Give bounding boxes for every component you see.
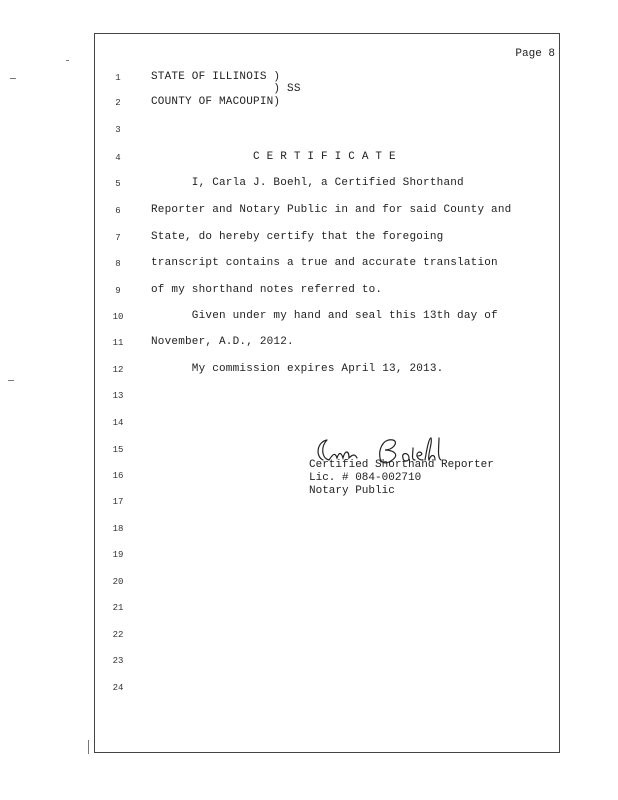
line-number: 21 — [112, 603, 124, 613]
line-number: 1 — [115, 73, 121, 83]
line-number: 14 — [112, 418, 124, 428]
line-number: 23 — [112, 656, 124, 666]
line-number: 3 — [115, 125, 121, 135]
line-number: 20 — [112, 577, 124, 587]
line-text: State, do hereby certify that the foregoing — [151, 231, 444, 243]
line-number: 22 — [112, 630, 124, 640]
line-number: 7 — [115, 233, 121, 243]
line-number: 6 — [115, 206, 121, 216]
line-number: 9 — [115, 286, 121, 296]
line-text: STATE OF ILLINOIS ) — [151, 71, 281, 83]
line-number: 19 — [112, 550, 124, 560]
page-number: Page 8 — [515, 48, 555, 60]
notary-title: Notary Public — [309, 485, 395, 497]
line-number: 15 — [112, 445, 124, 455]
line-text: COUNTY OF MACOUPIN) — [151, 96, 281, 108]
line-text: I, Carla J. Boehl, a Certified Shorthand — [151, 177, 464, 189]
line-number: 18 — [112, 524, 124, 534]
line-number: 11 — [112, 338, 124, 348]
line-number: 10 — [112, 312, 124, 322]
scan-speck — [10, 78, 16, 79]
scan-speck — [88, 740, 89, 754]
line-text: of my shorthand notes referred to. — [151, 284, 383, 296]
transcript-page — [94, 33, 560, 753]
line-number: 12 — [112, 365, 124, 375]
line-number: 17 — [112, 497, 124, 507]
line-number: 16 — [112, 471, 124, 481]
line-number: 13 — [112, 391, 124, 401]
reporter-title: Certified Shorthand Reporter — [309, 459, 494, 471]
certificate-heading: C E R T I F I C A T E — [151, 151, 396, 163]
line-number: 2 — [115, 98, 121, 108]
license-number: Lic. # 084-002710 — [309, 472, 422, 484]
line-text: My commission expires April 13, 2013. — [151, 363, 444, 375]
line-text: Reporter and Notary Public in and for said County and — [151, 204, 512, 216]
scan-speck — [8, 380, 14, 381]
line-number: 24 — [112, 683, 124, 693]
scan-speck — [66, 60, 69, 61]
line-number: 5 — [115, 179, 121, 189]
line-number: 4 — [115, 153, 121, 163]
line-text: Given under my hand and seal this 13th day of — [151, 310, 498, 322]
line-text: November, A.D., 2012. — [151, 336, 294, 348]
line-text: ) SS — [151, 83, 301, 95]
line-number: 8 — [115, 259, 121, 269]
line-text: transcript contains a true and accurate translation — [151, 257, 498, 269]
